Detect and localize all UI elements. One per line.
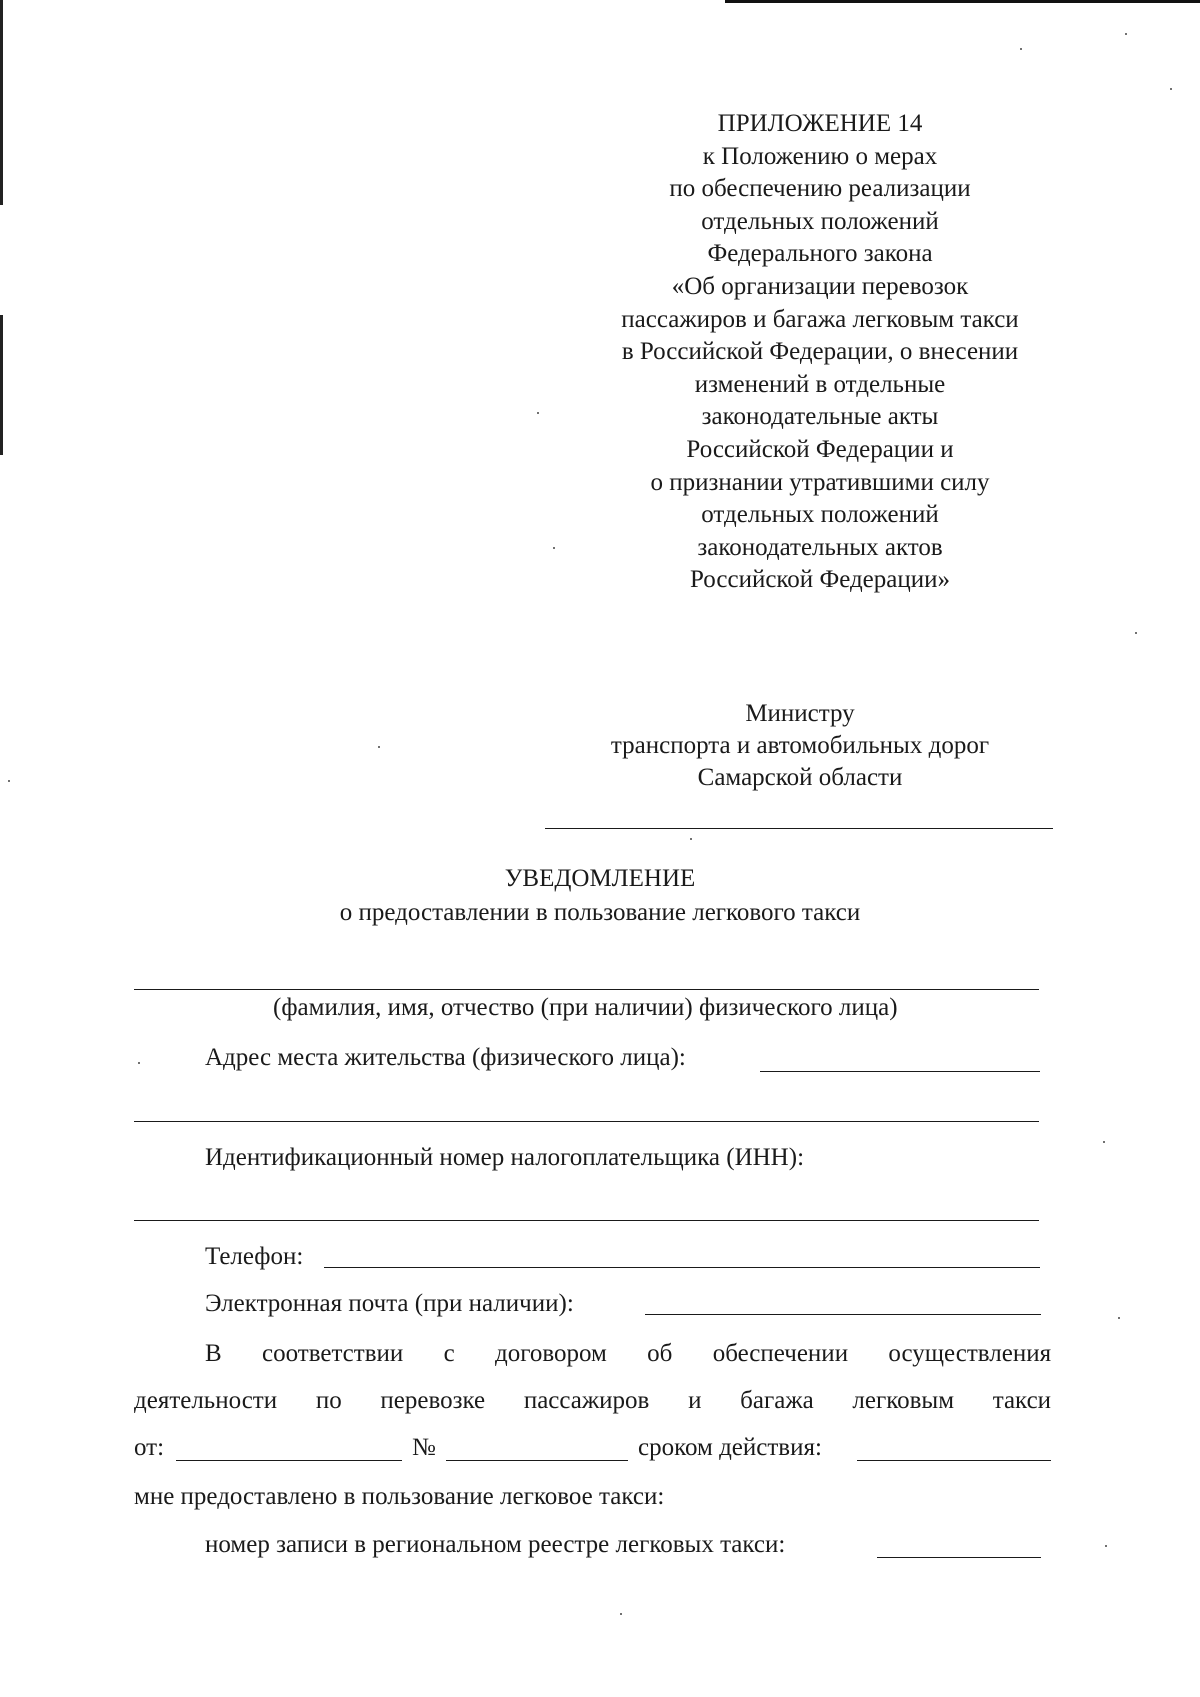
scan-speck	[1170, 88, 1172, 90]
scan-speck	[8, 780, 10, 782]
appendix-line: к Положению о мерах	[702, 142, 938, 170]
appendix-header	[560, 108, 1080, 597]
paragraph-word: договором	[495, 1340, 607, 1367]
paragraph-word: такси	[992, 1387, 1052, 1414]
contract-term-label: сроком действия:	[638, 1434, 822, 1461]
phone-blank[interactable]	[324, 1267, 1040, 1268]
addressee-line: Самарской области	[697, 764, 903, 791]
email-blank[interactable]	[645, 1314, 1041, 1315]
document-title	[200, 862, 1000, 930]
appendix-line: Российской Федерации»	[689, 566, 951, 594]
addressee-block	[560, 698, 1040, 794]
scan-speck	[1020, 48, 1022, 50]
paragraph-word: и	[688, 1387, 702, 1414]
scan-speck	[138, 1062, 140, 1064]
paragraph-line	[134, 1386, 1051, 1416]
fio-blank[interactable]	[134, 989, 1039, 990]
addressee-line: Министру	[745, 700, 855, 727]
scan-speck	[537, 412, 539, 414]
paragraph-word: В	[205, 1340, 222, 1367]
scan-speck	[1105, 1545, 1107, 1547]
appendix-line: «Об организации перевозок	[671, 272, 969, 300]
paragraph-word: легковым	[852, 1387, 955, 1414]
scan-speck	[1135, 632, 1137, 634]
scan-speck	[1118, 1317, 1120, 1319]
inn-blank[interactable]	[134, 1220, 1039, 1221]
scan-edge-mark	[0, 0, 3, 205]
appendix-line: Федерального закона	[707, 240, 933, 268]
paragraph-word: с	[443, 1340, 455, 1367]
scan-speck	[690, 838, 692, 840]
paragraph-word: пассажиров	[523, 1387, 650, 1414]
appendix-line: отдельных положений	[701, 207, 939, 235]
contract-date-blank[interactable]	[176, 1460, 402, 1461]
address-blank-continuation[interactable]	[134, 1121, 1039, 1122]
scan-edge-mark	[0, 315, 3, 455]
addressee-line: транспорта и автомобильных дорог	[610, 732, 990, 759]
address-label: Адрес места жительства (физического лица):	[205, 1044, 686, 1071]
appendix-line: законодательные акты	[701, 403, 939, 431]
paragraph-word: обеспечении	[712, 1340, 849, 1367]
address-blank[interactable]	[760, 1071, 1040, 1072]
appendix-line: законодательных актов	[697, 533, 943, 561]
paragraph-word: осуществления	[888, 1340, 1052, 1367]
provided-statement: мне предоставлено в пользование легковое такси:	[134, 1483, 665, 1510]
title-heading: УВЕДОМЛЕНИЕ	[504, 865, 696, 892]
appendix-line: отдельных положений	[701, 501, 939, 529]
email-label: Электронная почта (при наличии):	[205, 1290, 574, 1317]
contract-from-label: от:	[134, 1434, 165, 1461]
paragraph-word: об	[647, 1340, 673, 1367]
title-subheading: о предоставлении в пользование легкового такси	[339, 899, 861, 926]
registry-label: номер записи в региональном реестре легковых такси:	[205, 1531, 786, 1558]
paragraph-line	[205, 1339, 1051, 1369]
fio-caption: (фамилия, имя, отчество (при наличии) физического лица)	[273, 994, 898, 1021]
contract-term-blank[interactable]	[857, 1460, 1051, 1461]
contract-number-blank[interactable]	[446, 1460, 628, 1461]
paragraph-word: деятельности	[134, 1387, 278, 1414]
appendix-line: пассажиров и багажа легковым такси	[621, 305, 1019, 333]
phone-label: Телефон:	[205, 1243, 304, 1270]
paragraph-word: перевозке	[380, 1387, 486, 1414]
scan-speck	[553, 547, 555, 549]
paragraph-word: соответствии	[262, 1340, 404, 1367]
appendix-line: Российской Федерации и	[686, 435, 954, 463]
scan-speck	[620, 1613, 622, 1615]
contract-number-label: №	[412, 1434, 436, 1461]
scan-speck	[1125, 33, 1127, 35]
scan-speck	[378, 746, 380, 748]
addressee-name-blank[interactable]	[545, 828, 1053, 829]
paragraph-word: багажа	[740, 1387, 814, 1414]
appendix-line: изменений в отдельные	[694, 370, 946, 398]
scan-edge-line	[725, 0, 1200, 3]
scan-speck	[1103, 1141, 1105, 1143]
appendix-line: по обеспечению реализации	[669, 175, 971, 203]
inn-label: Идентификационный номер налогоплательщика (ИНН):	[205, 1144, 805, 1171]
registry-number-blank[interactable]	[877, 1557, 1041, 1558]
paragraph-word: по	[315, 1387, 342, 1414]
appendix-line: в Российской Федерации, о внесении	[621, 338, 1019, 366]
appendix-line: ПРИЛОЖЕНИЕ 14	[717, 110, 923, 137]
appendix-line: о признании утратившими силу	[650, 468, 990, 496]
